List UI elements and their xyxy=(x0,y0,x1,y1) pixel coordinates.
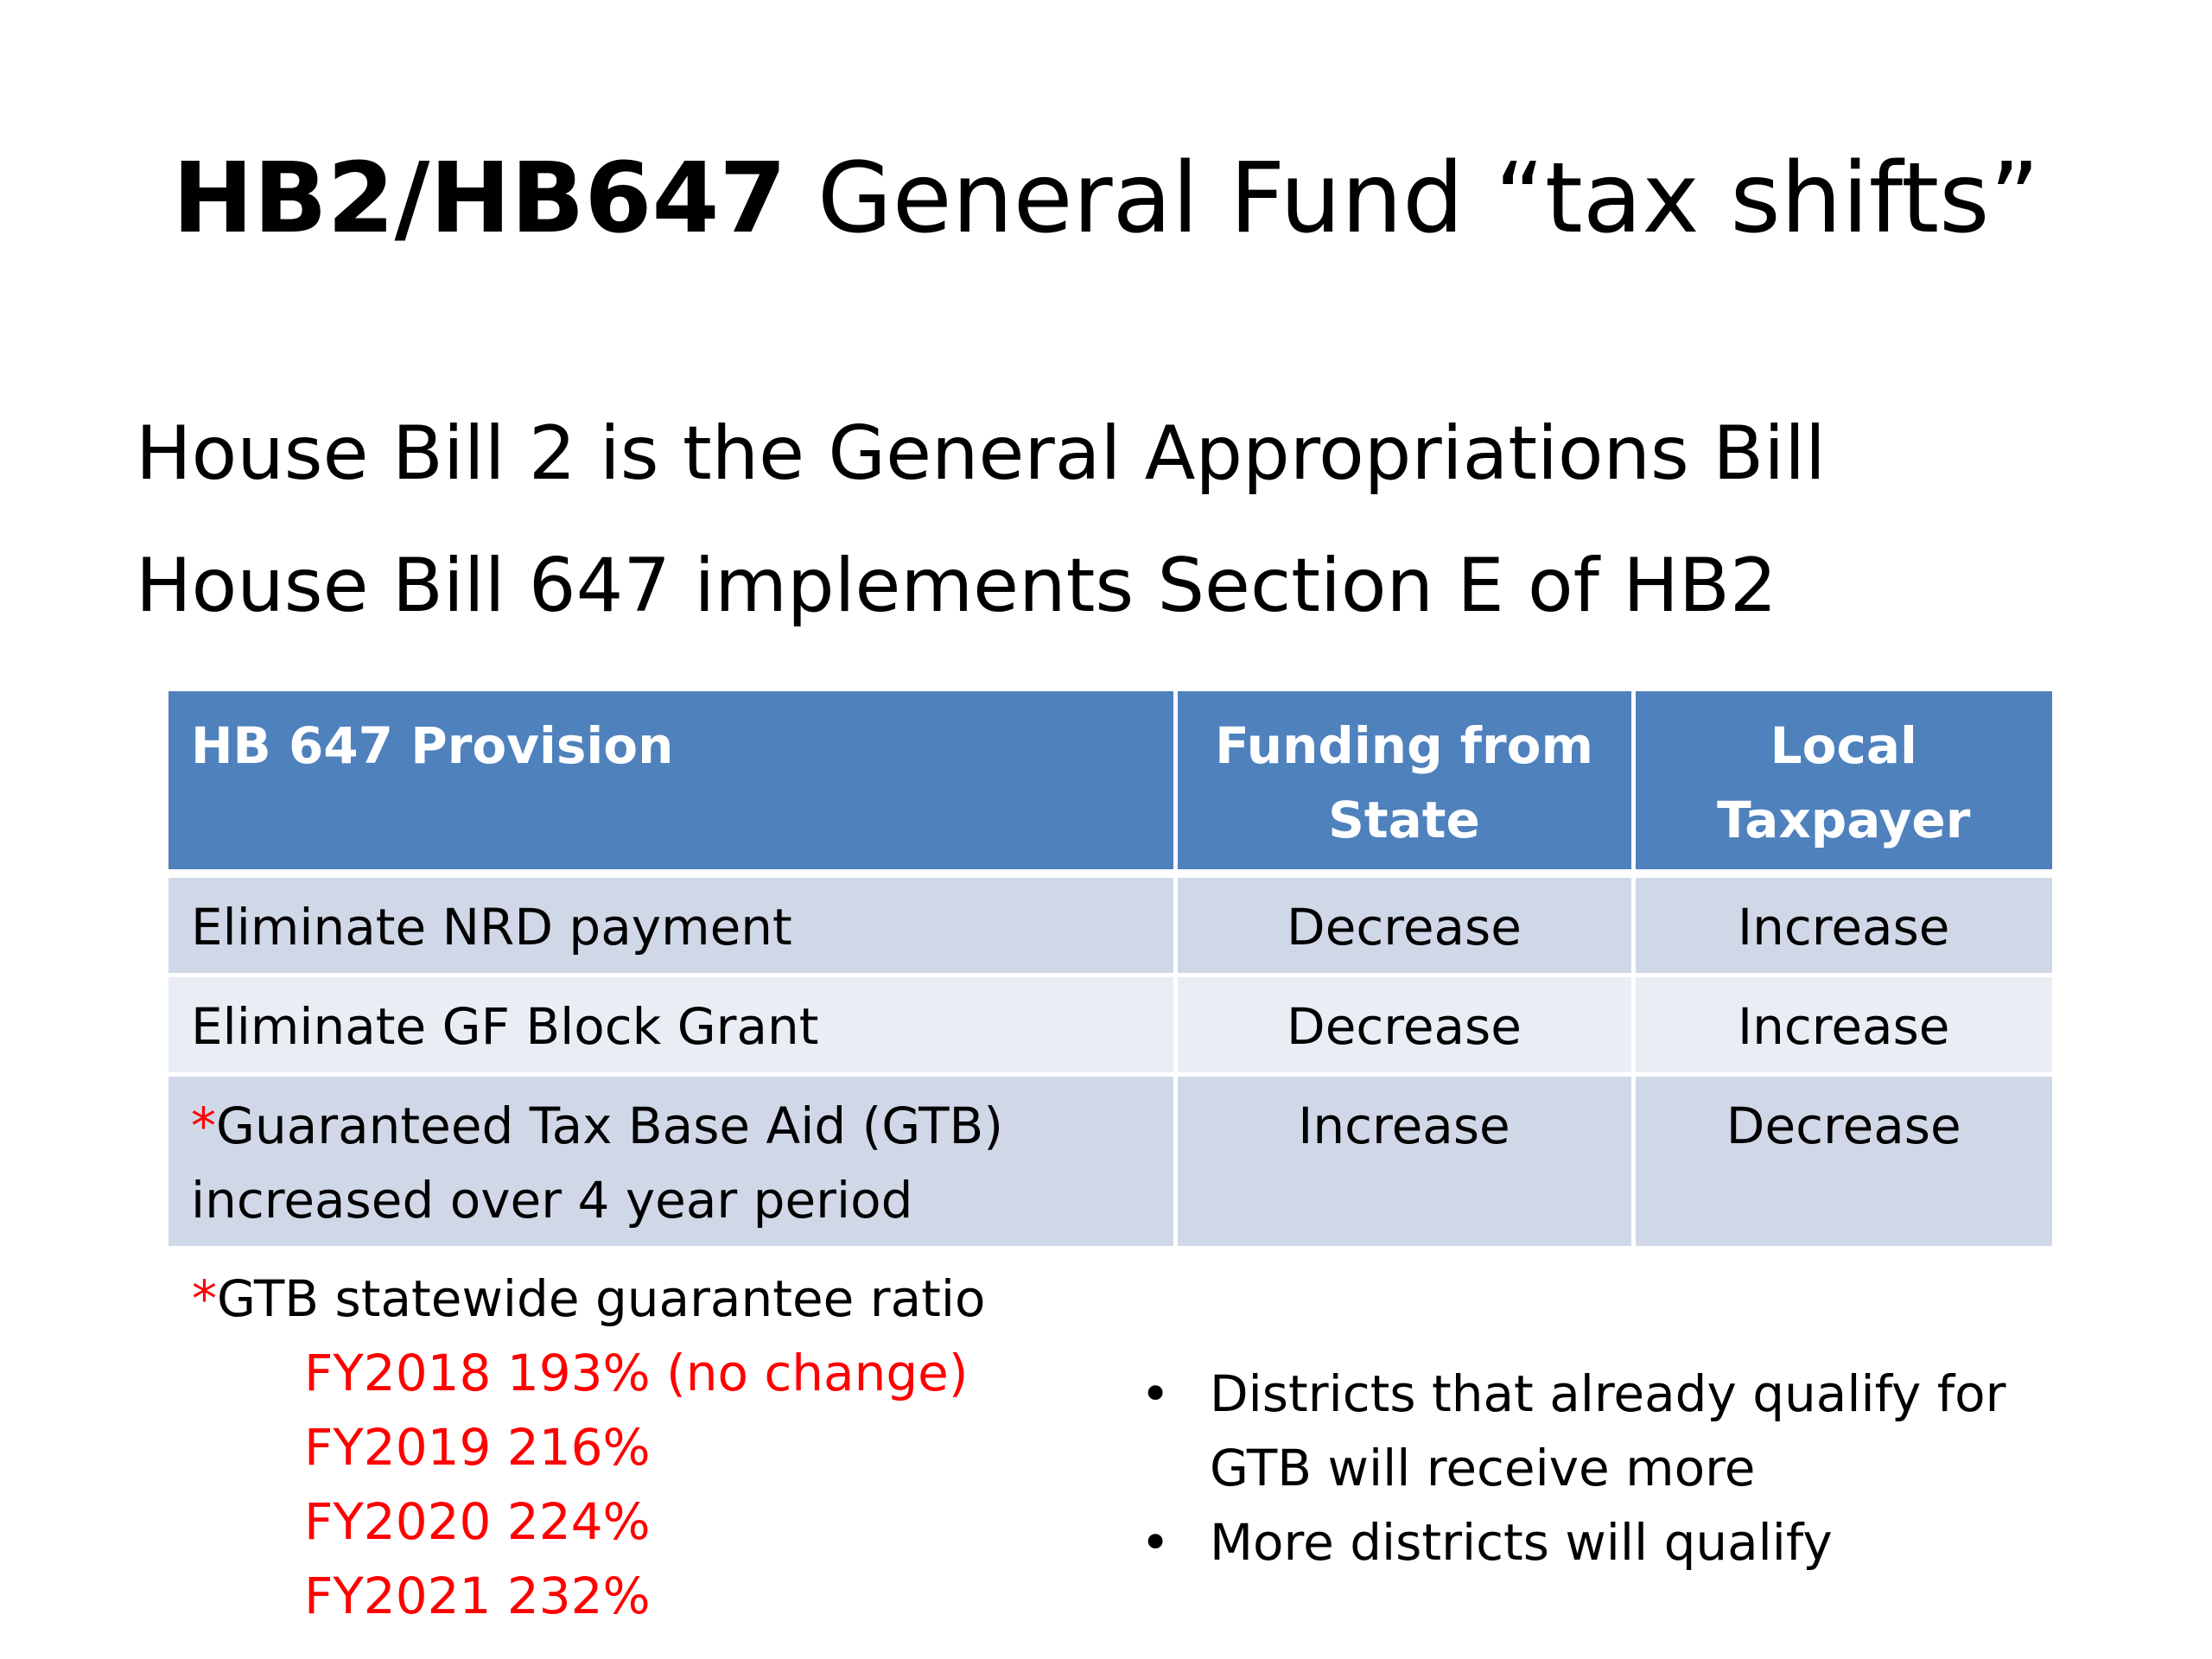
table-row xyxy=(168,1075,2052,1249)
bullet-dot-icon: • xyxy=(1141,1364,1171,1423)
bullet-dot-icon: • xyxy=(1141,1513,1171,1572)
cell-provision: *Guaranteed Tax Base Aid (GTB) increased over 4 year period xyxy=(168,1075,1175,1249)
subtitle-line-2: House Bill 647 implements Section E of HB2 xyxy=(136,543,1777,629)
cell-state: Increase xyxy=(1175,1075,1633,1249)
bullet-list xyxy=(1141,1357,2134,1580)
slide-title xyxy=(0,138,2212,259)
table-row xyxy=(168,874,2052,976)
table-row xyxy=(168,976,2052,1075)
gtb-note-text: GTB statewide guarantee ratio xyxy=(217,1269,986,1328)
cell-state: Decrease xyxy=(1175,874,1633,976)
cell-local: Increase xyxy=(1633,976,2052,1075)
ratio-list xyxy=(304,1336,968,1633)
header-local-taxpayer: Local Taxpayer xyxy=(1633,691,2052,874)
ratio-item: FY2018 193% (no change) xyxy=(304,1344,969,1402)
cell-local: Increase xyxy=(1633,874,2052,976)
table-header-row xyxy=(168,691,2052,874)
header-provision: HB 647 Provision xyxy=(168,691,1175,874)
ratio-item: FY2019 216% xyxy=(304,1418,651,1477)
cell-provision: Eliminate NRD payment xyxy=(168,874,1175,976)
footnote-asterisk: * xyxy=(191,1096,216,1155)
cell-state: Decrease xyxy=(1175,976,1633,1075)
title-rest: General Fund “tax shifts” xyxy=(786,143,2040,255)
ratio-item: FY2021 232% xyxy=(304,1567,651,1625)
provisions-table xyxy=(168,691,2052,1250)
gtb-note xyxy=(192,1262,985,1336)
header-funding-from-state: Funding from State xyxy=(1175,691,1633,874)
footnote-asterisk: * xyxy=(192,1269,217,1328)
cell-provision: Eliminate GF Block Grant xyxy=(168,976,1175,1075)
subtitle-line-1: House Bill 2 is the General Appropriations Bill xyxy=(136,410,1826,497)
title-bold-part: HB2/HB647 xyxy=(172,143,787,255)
cell-local: Decrease xyxy=(1633,1075,2052,1249)
ratio-item: FY2020 224% xyxy=(304,1492,651,1551)
bullet-item: • Districts that already qualify for GTB will receive more xyxy=(1141,1357,2134,1505)
bullet-item: • More districts will qualify xyxy=(1141,1505,2134,1580)
